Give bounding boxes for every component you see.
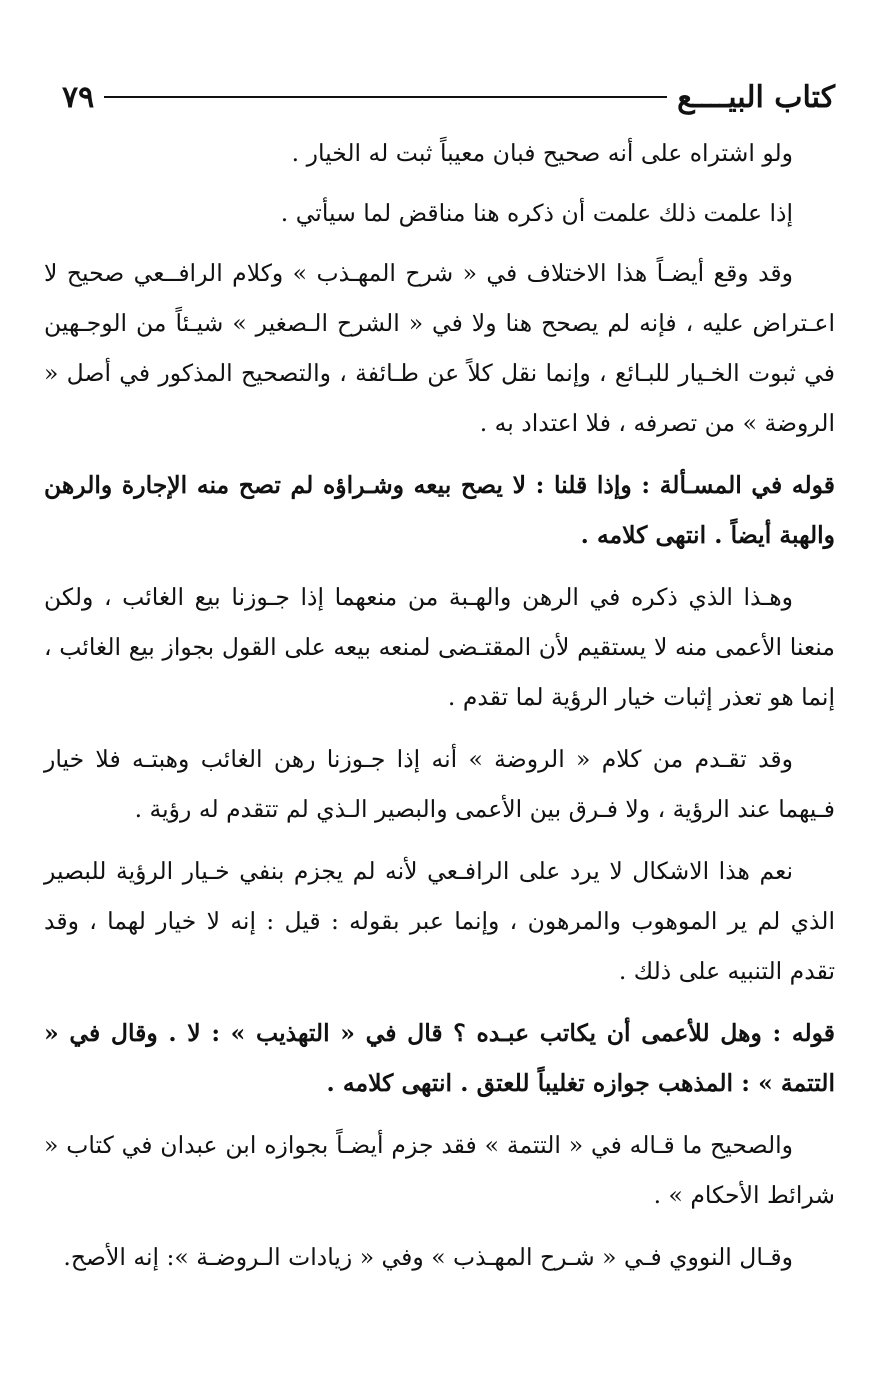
page-number: ٧٩ [62,79,95,115]
chapter-title: كتاب البيــــع [677,79,835,115]
paragraph: نعم هذا الاشكال لا يرد على الرافـعي لأنه لم يجزم بنفي خـيار الرؤية للبصير الذي لم ير الموهوب والمرهون ، وإنما عبر بقوله : قيل : إنه لا خيار لهما ، وقد تقدم التنبيه على ذلك . [44,857,835,985]
paragraph: إذا علمت ذلك علمت أن ذكره هنا مناقض لما سيأتي . [280,199,793,227]
quoted-paragraph: قوله في المسـألة : وإذا قلنا : لا يصح بيعه وشـراؤه لم تصح منه الإجارة والرهن والهبة أيضاً . انتهى كلامه . [44,471,835,549]
quoted-paragraph: قوله : وهل للأعمى أن يكاتب عبـده ؟ قال في « التهذيب » : لا . وقال في « التتمة » : المذهب جوازه تغليباً للعتق . انتهى كلامه . [44,1019,835,1097]
paragraph: وقـال النووي فـي « شـرح المهـذب » وفي « زيادات الـروضـة »: إنه الأصح. [63,1243,793,1271]
paragraph: والصحيح ما قـاله في « التتمة » فقد جزم أيضـاً بجوازه ابن عبدان في كتاب « شرائط الأحكام » . [44,1131,835,1209]
running-header [62,74,835,120]
paragraph: وهـذا الذي ذكره في الرهن والهـبة من منعهما إذا جـوزنا بيع الغائب ، ولكن منعنا الأعمى منه لا يستقيم لأن المقتـضى لمنعه بيعه على القول بجواز بيع الغائب ، إنما هو تعذر إثبات خيار الرؤية لما تقدم . [44,583,835,711]
page-body [44,128,835,1294]
header-rule [104,96,667,98]
paragraph: وقد وقع أيضـاً هذا الاختلاف في « شرح المهـذب » وكلام الرافــعي صحيح لا اعـتراض عليه ، فإنه لم يصحح هنا ولا في « الشرح الـصغير » شيـئاً من الوجـهين في ثبوت الخـيار للبـائع ، وإنما نقل كلاً عن طـائفة ، والتصحيح المذكور في أصل « الروضة » من تصرفه ، فلا اعتداد به . [44,259,835,437]
paragraph: ولو اشتراه على أنه صحيح فبان معيباً ثبت له الخيار . [291,139,793,167]
paragraph: وقد تقـدم من كلام « الروضة » أنه إذا جـوزنا رهن الغائب وهبتـه فلا خيار فـيهما عند الرؤية ، ولا فـرق بين الأعمى والبصير الـذي لم تتقدم له رؤية . [44,745,835,823]
